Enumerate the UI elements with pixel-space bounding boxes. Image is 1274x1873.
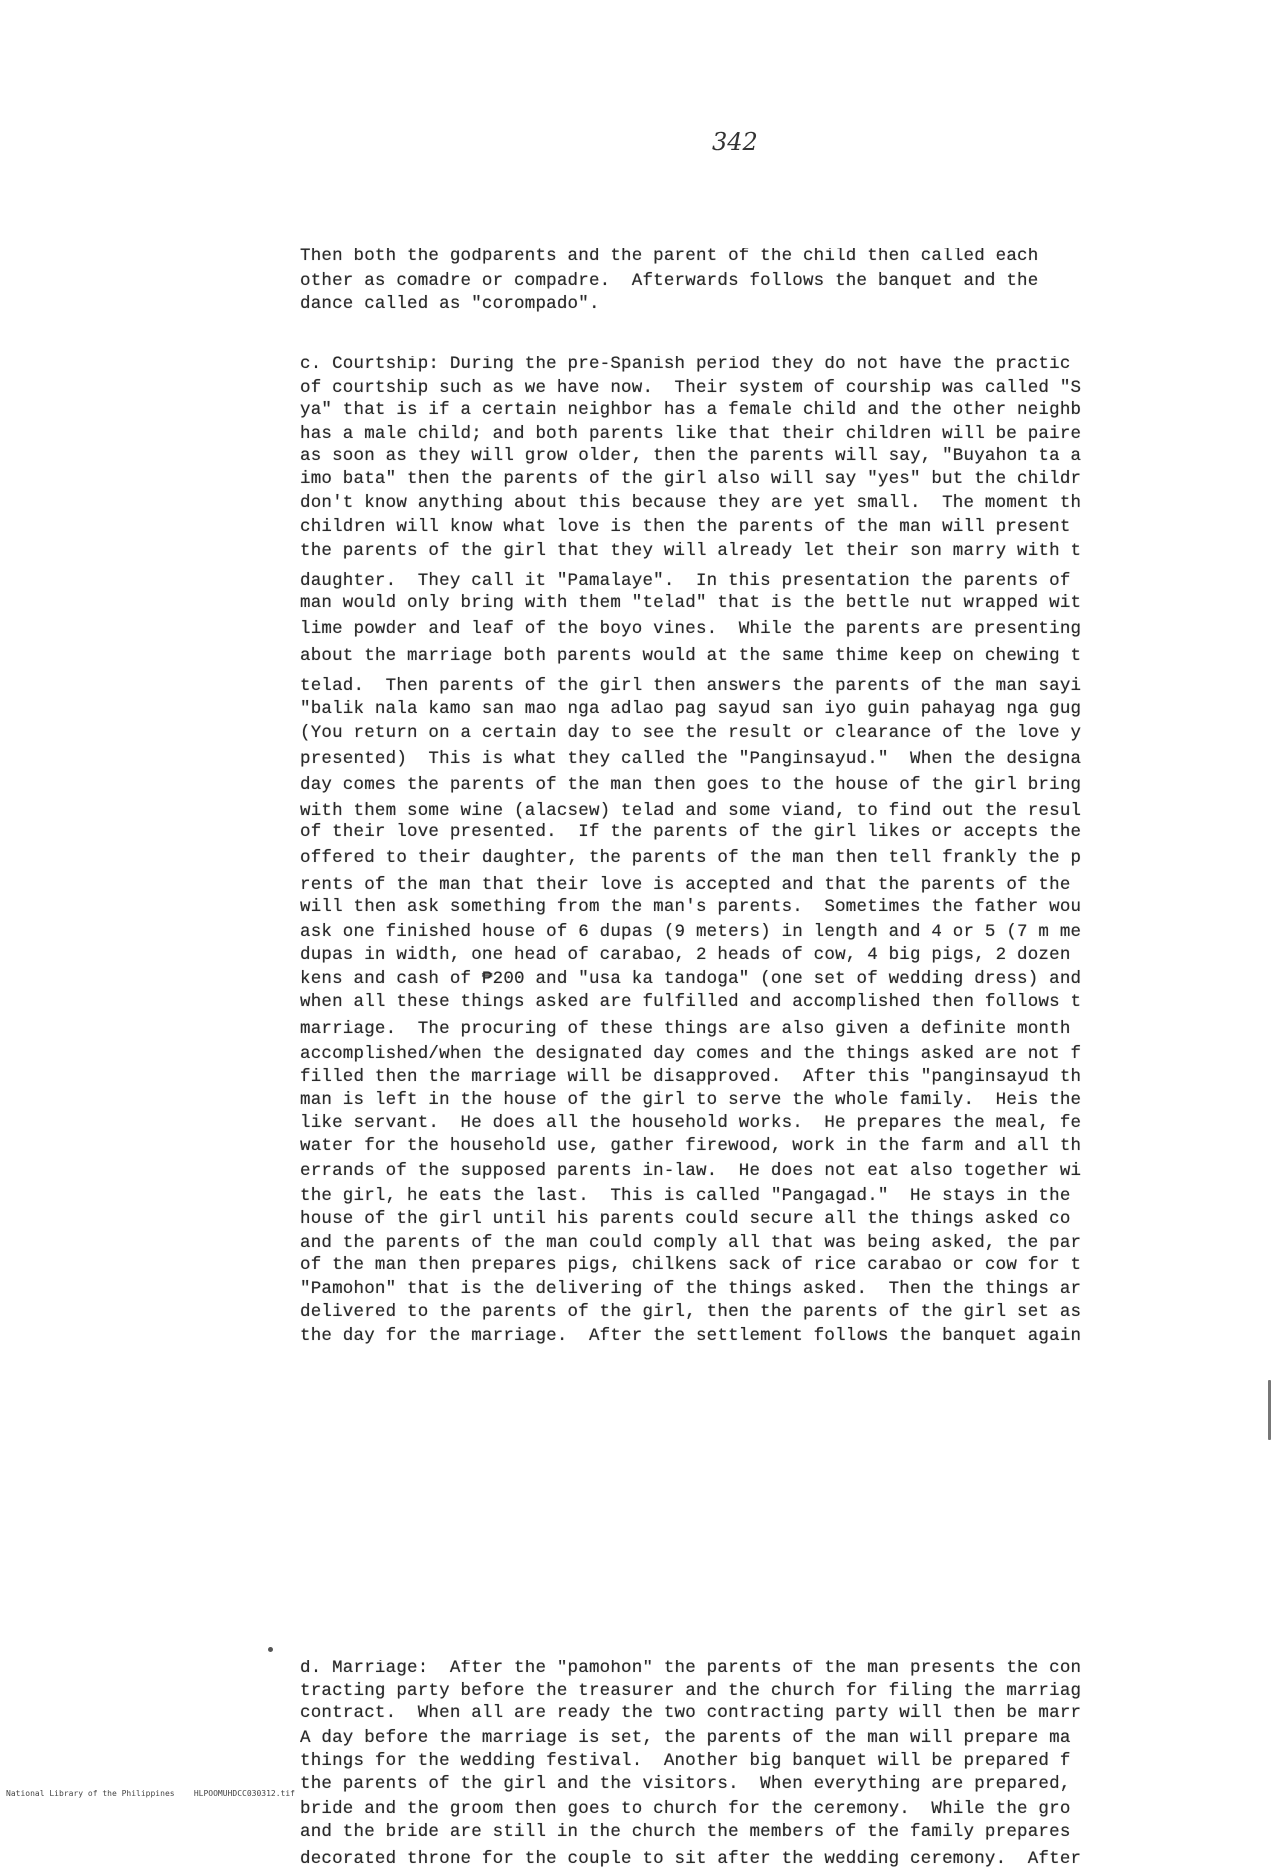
text-line: decorated throne for the couple to sit after the wedding ceremony. After xyxy=(300,1849,1082,1869)
text-line: about the marriage both parents would at the same thime keep on chewing t xyxy=(300,646,1082,666)
text-line: contract. When all are ready the two contracting party will then be marr xyxy=(300,1703,1082,1723)
text-line: filled then the marriage will be disapproved. After this "panginsayud th xyxy=(300,1067,1082,1087)
text-line: kens and cash of ₱200 and "usa ka tandoga" (one set of wedding dress) and xyxy=(300,969,1082,989)
text-line: (You return on a certain day to see the result or clearance of the love y xyxy=(300,723,1082,743)
text-line: ask one finished house of 6 dupas (9 meters) in length and 4 or 5 (7 m me xyxy=(300,922,1082,942)
footer-source: National Library of the Philippines HLPOOMUHDCC030312.tif xyxy=(6,1789,295,1798)
text-line: of the man then prepares pigs, chilkens sack of rice carabao or cow for t xyxy=(300,1255,1082,1275)
text-line: the parents of the girl and the visitors. When everything are prepared, xyxy=(300,1774,1071,1794)
text-line: with them some wine (alacsew) telad and some viand, to find out the resul xyxy=(300,801,1082,821)
text-line: "Pamohon" that is the delivering of the things asked. Then the things ar xyxy=(300,1279,1082,1299)
scan-speck xyxy=(1268,1380,1271,1440)
text-line: when all these things asked are fulfilled and accomplished then follows t xyxy=(300,992,1082,1012)
text-line: will then ask something from the man's parents. Sometimes the father wou xyxy=(300,897,1082,917)
text-line: the girl, he eats the last. This is called "Pangagad." He stays in the xyxy=(300,1186,1071,1206)
text-line: "balik nala kamo san mao nga adlao pag sayud san iyo guin pahayag nga gug xyxy=(300,699,1082,719)
text-line: presented) This is what they called the "Panginsayud." When the designa xyxy=(300,749,1082,769)
text-line: accomplished/when the designated day comes and the things asked are not f xyxy=(300,1044,1082,1064)
text-line: A day before the marriage is set, the parents of the man will prepare ma xyxy=(300,1728,1071,1748)
paragraph-godparents xyxy=(300,248,1274,318)
text-line: like servant. He does all the household works. He prepares the meal, fe xyxy=(300,1113,1082,1133)
text-line: of courtship such as we have now. Their system of courship was called "S xyxy=(300,378,1082,398)
text-line: daughter. They call it "Pamalaye". In this presentation the parents of xyxy=(300,571,1071,591)
text-line: bride and the groom then goes to church for the ceremony. While the gro xyxy=(300,1799,1071,1819)
text-line: as soon as they will grow older, then the parents will say, "Buyahon ta a xyxy=(300,446,1082,466)
text-line: and the bride are still in the church the members of the family prepares xyxy=(300,1822,1071,1842)
paragraph-courtship xyxy=(300,356,1274,1350)
text-line: children will know what love is then the parents of the man will present xyxy=(300,517,1071,537)
text-line: rents of the man that their love is accepted and that the parents of the xyxy=(300,875,1071,895)
text-line: dance called as "corompado". xyxy=(300,294,600,314)
text-line: the parents of the girl that they will already let their son marry with t xyxy=(300,541,1082,561)
text-line: delivered to the parents of the girl, then the parents of the girl set as xyxy=(300,1302,1082,1322)
text-line: man would only bring with them "telad" that is the bettle nut wrapped wit xyxy=(300,593,1082,613)
text-line: marriage. The procuring of these things are also given a definite month xyxy=(300,1019,1071,1039)
text-line: house of the girl until his parents could secure all the things asked co xyxy=(300,1209,1071,1229)
paragraph-marriage xyxy=(300,1660,1274,1873)
text-line: lime powder and leaf of the boyo vines. While the parents are presenting xyxy=(300,619,1082,639)
text-line: ya" that is if a certain neighbor has a female child and the other neighb xyxy=(300,400,1082,420)
text-line: dupas in width, one head of carabao, 2 heads of cow, 4 big pigs, 2 dozen xyxy=(300,945,1071,965)
text-line: errands of the supposed parents in-law. He does not eat also together wi xyxy=(300,1161,1082,1181)
text-line: imo bata" then the parents of the girl also will say "yes" but the childr xyxy=(300,469,1082,489)
text-line: other as comadre or compadre. Afterwards follows the banquet and the xyxy=(300,271,1039,291)
text-line: day comes the parents of the man then goes to the house of the girl bring xyxy=(300,775,1082,795)
page-number: 342 xyxy=(712,128,758,156)
scan-speck xyxy=(268,1647,273,1652)
text-line: tracting party before the treasurer and the church for filing the marriag xyxy=(300,1681,1082,1701)
text-line: things for the wedding festival. Another big banquet will be prepared f xyxy=(300,1751,1071,1771)
text-line: man is left in the house of the girl to serve the whole family. Heis the xyxy=(300,1090,1082,1110)
text-line: has a male child; and both parents like that their children will be paire xyxy=(300,424,1082,444)
text-line: of their love presented. If the parents of the girl likes or accepts the xyxy=(300,822,1082,842)
text-line: d. Marriage: After the "pamohon" the parents of the man presents the con xyxy=(300,1660,1082,1678)
text-line: don't know anything about this because they are yet small. The moment th xyxy=(300,493,1082,513)
text-line: the day for the marriage. After the settlement follows the banquet again xyxy=(300,1326,1082,1346)
text-line: water for the household use, gather firewood, work in the farm and all th xyxy=(300,1136,1082,1156)
text-line: offered to their daughter, the parents of the man then tell frankly the p xyxy=(300,848,1082,868)
text-line: telad. Then parents of the girl then answers the parents of the man sayi xyxy=(300,676,1082,696)
text-line: c. Courtship: During the pre-Spanish period they do not have the practic xyxy=(300,356,1071,374)
text-line: and the parents of the man could comply all that was being asked, the par xyxy=(300,1233,1082,1253)
text-line: Then both the godparents and the parent of the child then called each xyxy=(300,248,1039,266)
